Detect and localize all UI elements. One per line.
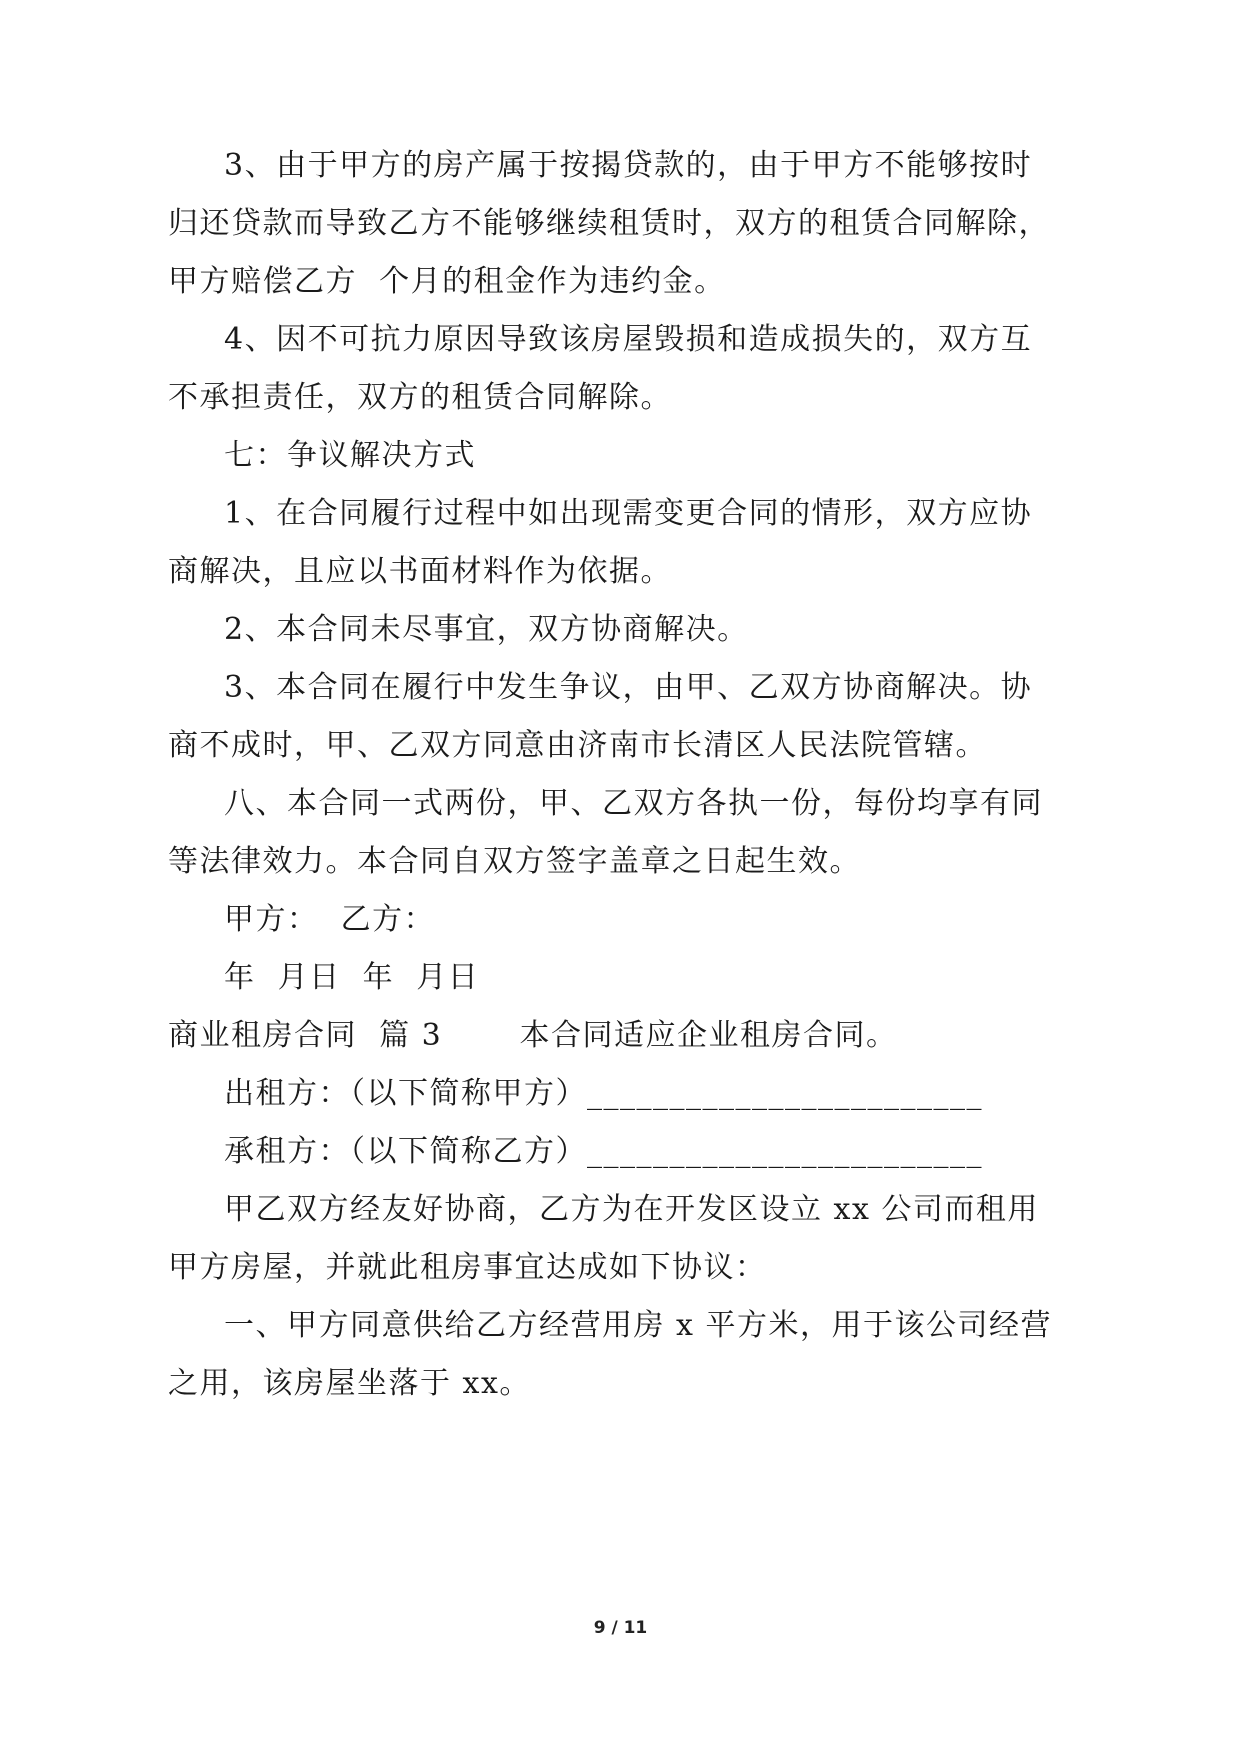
lessor-field: 出租方：（以下简称甲方）________________________ xyxy=(224,1076,983,1111)
text-line-3: 甲方赔偿乙方 个月的租金作为违约金。 xyxy=(168,264,726,299)
text-line-21: 一、甲方同意供给乙方经营用房 x 平方米，用于该公司经营 xyxy=(224,1308,1052,1343)
signature-parties: 甲方： 乙方： xyxy=(224,902,436,937)
page-number: 9 / 11 xyxy=(593,1618,648,1638)
text-line-19: 甲乙双方经友好协商，乙方为在开发区设立 xx 公司而租用 xyxy=(224,1192,1039,1227)
signature-dates: 年 月日 年 月日 xyxy=(224,960,480,995)
text-line-11: 商不成时，甲、乙双方同意由济南市长清区人民法院管辖。 xyxy=(168,728,987,763)
text-line-2: 归还贷款而导致乙方不能够继续租赁时，双方的租赁合同解除， xyxy=(168,206,1050,241)
text-line-8: 商解决，且应以书面材料作为依据。 xyxy=(168,554,672,589)
text-line-10: 3、本合同在履行中发生争议，由甲、乙双方协商解决。协 xyxy=(224,670,1033,705)
text-line-5: 不承担责任，双方的租赁合同解除。 xyxy=(168,380,672,415)
text-line-13: 等法律效力。本合同自双方签字盖章之日起生效。 xyxy=(168,844,861,879)
text-line-7: 1、在合同履行过程中如出现需变更合同的情形，双方应协 xyxy=(224,496,1033,531)
text-line-9: 2、本合同未尽事宜，双方协商解决。 xyxy=(224,612,749,647)
text-line-20: 甲方房屋，并就此租房事宜达成如下协议： xyxy=(168,1250,767,1285)
contract-title-3: 商业租房合同 篇 3 本合同适应企业租房合同。 xyxy=(168,1018,898,1053)
section-heading-7: 七：争议解决方式 xyxy=(224,438,476,473)
lessee-field: 承租方：（以下简称乙方）________________________ xyxy=(224,1134,983,1169)
text-line-1: 3、由于甲方的房产属于按揭贷款的，由于甲方不能够按时 xyxy=(224,148,1033,183)
text-line-12: 八、本合同一式两份，甲、乙双方各执一份，每份均享有同 xyxy=(224,786,1043,821)
text-line-4: 4、因不可抗力原因导致该房屋毁损和造成损失的，双方互 xyxy=(224,322,1033,357)
text-line-22: 之用，该房屋坐落于 xx。 xyxy=(168,1366,531,1401)
